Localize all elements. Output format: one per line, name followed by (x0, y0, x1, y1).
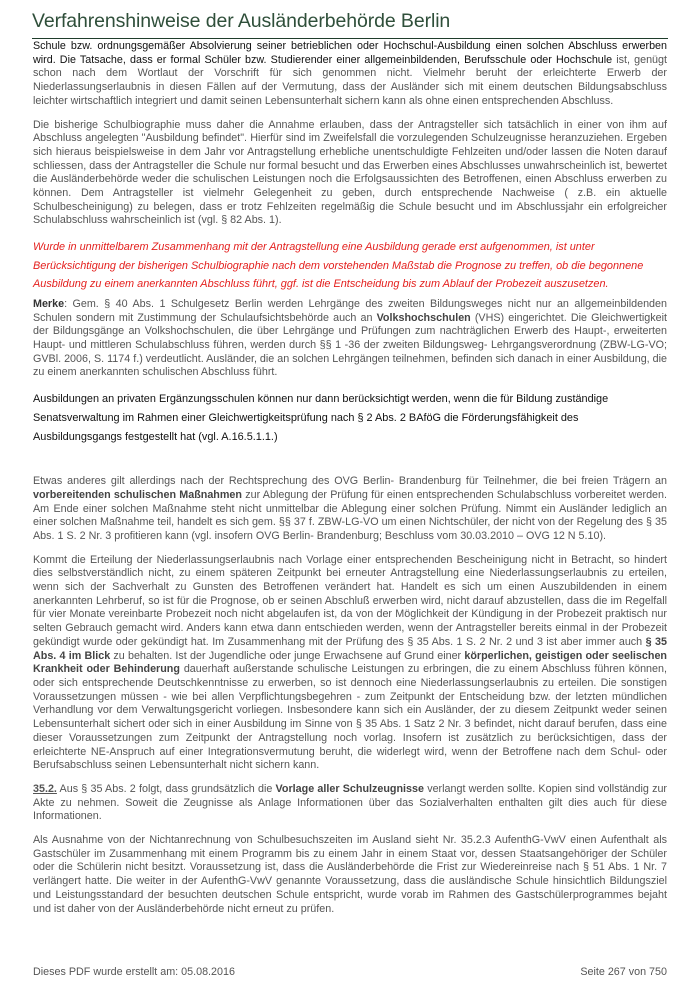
s352-text-1: Aus § 35 Abs. 2 folgt, dass grundsätzlich die (56, 782, 276, 795)
merke-text-1: : Gem. § 40 Abs. 1 Schulgesetz Berlin werden Lehrgänge des zweiten Bildungsweges nicht nur an allgemeinbildenden Schulen sondern mit Zustimmung der Schulaufsichtsbehörde auch an (33, 297, 667, 324)
s352-bold: Vorlage aller Schulzeugnisse (275, 782, 424, 795)
paragraph-35-2 (33, 783, 667, 824)
paragraph-schulbiographie: Die bisherige Schulbiographie muss daher die Annahme erlauben, dass der Antragsteller sich tatsächlich in einer von ihm auf Abschluss angelegten "Ausbildung befindet". Hierfür sind im Zweifelsfall die vorzulegenden Schulzeugnisse heranzuziehen. Ergeben sich hieraus beispielsweise in dem Jahr vor Antragstellung erhebliche unentschuldigte Fehlzeiten und/oder lassen die Noten darauf schliessen, dass der Antragsteller die Schule nur formal besucht und das Erwerben eines Abschlusses unwahrscheinlich ist, bewertet die Ausländerbehörde weder die schulischen Leistungen noch die Erfolgsaussichten des Betroffenen, einen Abschluss erwerben zu können. Dem Antragsteller ist vielmehr Gelegenheit zu geben, durch entsprechende Nachweise ( z.B. ein aktuelle Schulbescheinigung) zu belegen, dass er trotz Fehlzeiten regelmäßig die Schule besucht und im Abschlussjahr ein erfolgreicher Schulabschluss wahrscheinlich ist (vgl. § 82 Abs. 1). (33, 118, 667, 227)
intro-lead: Schule bzw. ordnungsgemäßer Absolvierung seiner betrieblichen oder Hochschul-Ausbildung einen solchen Abschluss erwerben wird. Die Tatsache, dass er formal Schüler bzw. Studierender einer allgemeinbildenden, Berufsschule oder Hochschule (33, 40, 667, 66)
long-text-3: dauerhaft außerstande schulische Leistungen zu erbringen, die zu einem Abschluss führen können, oder sich entsprechende Deutschkenntnisse zu erwerben, so ist dennoch eine Niederlassungserlaubnis zu erteilen. Die sonstigen Voraussetzungen müssen - wie bei allen Verpflichtungsbegehren - zum Zeitpunkt der Entscheidung bzw. der letzten mündlichen Verhandlung vor dem Verwaltungsgericht vorliegen. Insbesondere kann sich ein Ausländer, der zu diesem Zeitpunkt weder seinen Lebensunterhalt sichert oder sich in einer Ausbildung im Sinne von § 35 Abs. 1 Satz 2 Nr. 3 befindet, nicht darauf berufen, dass eine dieser Voraussetzungen zum Zeitpunkt der Antragstellung noch vorlag. Insofern ist zusätzlich zu berücksichtigen, dass der erleichterte NE-Anspruch auf einer Integrationsvermutung beruht, die widerlegt wird, wenn der Betroffene nach dem Schul- oder Berufsabschluss seinen Lebensunterhalt nicht sichern kann. (33, 663, 667, 772)
ovg-text-1: Etwas anderes gilt allerdings nach der Rechtsprechung des OVG Berlin- Brandenburg für Teilnehmer, die bei freien Trägern an (33, 475, 667, 488)
long-bold-2: körperlichen, geistigen oder seelischen Krankheit oder Behinderung (33, 649, 667, 676)
document-body (33, 40, 667, 926)
footer-page-number: Seite 267 von 750 (580, 966, 667, 978)
page-header (32, 10, 668, 39)
merke-label: Merke (33, 297, 65, 310)
intro-rest: ist, genügt schon nach dem Wortlaut der Vorschrift für sich genommen nicht. Vielmehr beruht der erleichterte Erwerb der Niederlassungserlaubnis in diesen Fällen auf der Vermutung, dass der Ausländer sich mit einem deutschen Bildungsabschluss leichter wirtschaftlich integriert und damit seinen Lebensunterhalt sichern kann als ohne einen entsprechenden Abschluss. (33, 53, 668, 107)
paragraph-merke (33, 298, 667, 380)
spacer (33, 457, 667, 475)
long-text-1: Kommt die Erteilung der Niederlassungserlaubnis nach Vorlage einer entsprechenden Bescheinigung nicht in Betracht, so hindert dies selbstverständlich nicht, zu einem späteren Zeitpunkt bei erneuter Antragstellung eine Niederlassungserlaubnis zu erteilen, wenn sich der Sachverhalt zu Gunsten des Betroffenen verändert hat. Handelt es sich um einen Auszubildenden in einem anerkannten Lehrberuf, so ist für die Prognose, ob er seinen Abschluß erwerben wird, nicht darauf abzustellen, dass die im Regelfall für vier Monate vereinbarte Probezeit noch nicht abgelaufen ist, da von der Möglichkeit der Kündigung in der Probezeit praktisch nur selten Gebrauch gemacht wird. Anders kann etwa dann entschieden werden, wenn der Antragsteller bereits einmal in der Probezeit gekündigt wurde oder gekündigt hat. Im Zusammenhang mit der Prüfung des § 35 Abs. 1 S. 2 Nr. 2 und 3 ist aber immer auch (33, 553, 667, 648)
paragraph-niederlassung (33, 554, 667, 773)
s352-text-2: verlangt werden sollte. Kopien sind vollständig zur Akte zu nehmen. Soweit die Zeugnisse als Anlage Informationen über das Sozialverhalten enthalten gilt dies auch für diese Informationen. (33, 782, 668, 823)
footer-created-date: Dieses PDF wurde erstellt am: 05.08.2016 (33, 966, 235, 978)
ovg-bold: vorbereitenden schulischen Maßnahmen (33, 488, 242, 501)
long-bold-1: § 35 Abs. 4 im Blick (33, 635, 667, 662)
paragraph-private-schools: Ausbildungen an privaten Ergänzungsschulen können nur dann berücksichtigt werden, wenn die für Bildung zuständige Senatsverwaltung im Rahmen einer Gleichwertigkeitsprüfung nach § 2 Abs. 2 BAföG die Förderungsfähigkeit des Ausbildungsgangs festgestellt hat (vgl. A.16.5.1.1.) (33, 393, 609, 444)
merke-bold: Volkshochschulen (376, 311, 471, 324)
paragraph-intro (33, 40, 667, 109)
page-title: Verfahrenshinweise der Ausländerbehörde Berlin (32, 10, 451, 32)
paragraph-gastschueler: Als Ausnahme von der Nichtanrechnung von Schulbesuchszeiten im Ausland sieht Nr. 35.2.3 AufenthG-VwV einen Aufenthalt als Gastschüler im Zusammenhang mit einem Programm bis zu einem Jahr in einem Staat vor, dessen Staatsangehöriger der Schüler oder die Schülerin nicht besitzt. Voraussetzung ist, dass die Ausländerbehörde die Frist zur Wiedereinreise nach § 51 Abs. 1 Nr. 7 verlängert hatte. Die weiter in der AufenthG-VwV genannte Voraussetzung, dass die ausländische Schule hinsichtlich Bildungsziel und Leistungsstandard der besuchten deutschen Schule entspricht, wurde vorab im Rahmen des Gastschülerprogrammes bejaht und ist daher von der Ausländerbehörde nicht erneut zu prüfen. (33, 834, 667, 915)
long-text-2: zu behalten. Ist der Jugendliche oder junge Erwachsene auf Grund einer (110, 649, 465, 662)
merke-text-2: (VHS) eingerichtet. Die Gleichwertigkeit der Bildungsgänge an Volkshochschulen, die über Lehrgänge und Prüfungen zum nachträglichen Erwerb des Haupt-, erweiterten Haupt- und mittleren Schulabschluss führen, werden durch §§ 1 -36 der zweiten Bildungsweg- Lehrgangsverordnung (ZBW-LG-VO; GVBl. 2006, S. 1174 f.) verdeutlicht. Ausländer, die an solchen Lehrgängen teilnehmen, befinden sich danach in einer Ausbildung, die zu einem anerkannten schulischen Abschluss führt. (33, 311, 667, 379)
title-divider (32, 38, 668, 39)
red-note: Wurde in unmittelbarem Zusammenhang mit der Antragstellung eine Ausbildung gerade erst aufgenommen, ist unter Berücksichtigung der bisherigen Schulbiographie nach dem vorstehenden Maßstab die Prognose zu treffen, ob die begonnene Ausbildung zu einem anerkannten Abschluss führt, ggf. ist die Entscheidung bis zum Ablauf der Probezeit auszusetzen. (33, 241, 644, 291)
section-link-35-2[interactable]: 35.2. (33, 782, 57, 795)
ovg-text-2: zur Ablegung der Prüfung für einen entsprechenden Schulabschluss vorbereitet werden. Am Ende einer solchen Maßnahme steht nicht unmittelbar die Ablegung einer solchen Prüfung. Nimmt ein Ausländer lediglich an einer solchen Maßnahme teil, handelt es sich gem. §§ 37 f. ZBW-LG-VO um einen Nichtschüler, der nicht von der Regelung des § 35 Abs. 1 S. 2 Nr. 3 profitieren kann (vgl. insofern OVG Berlin- Brandenburg; Beschluss vom 30.03.2010 – OVG 12 N 5.10). (33, 488, 667, 542)
paragraph-ovg (33, 475, 667, 544)
